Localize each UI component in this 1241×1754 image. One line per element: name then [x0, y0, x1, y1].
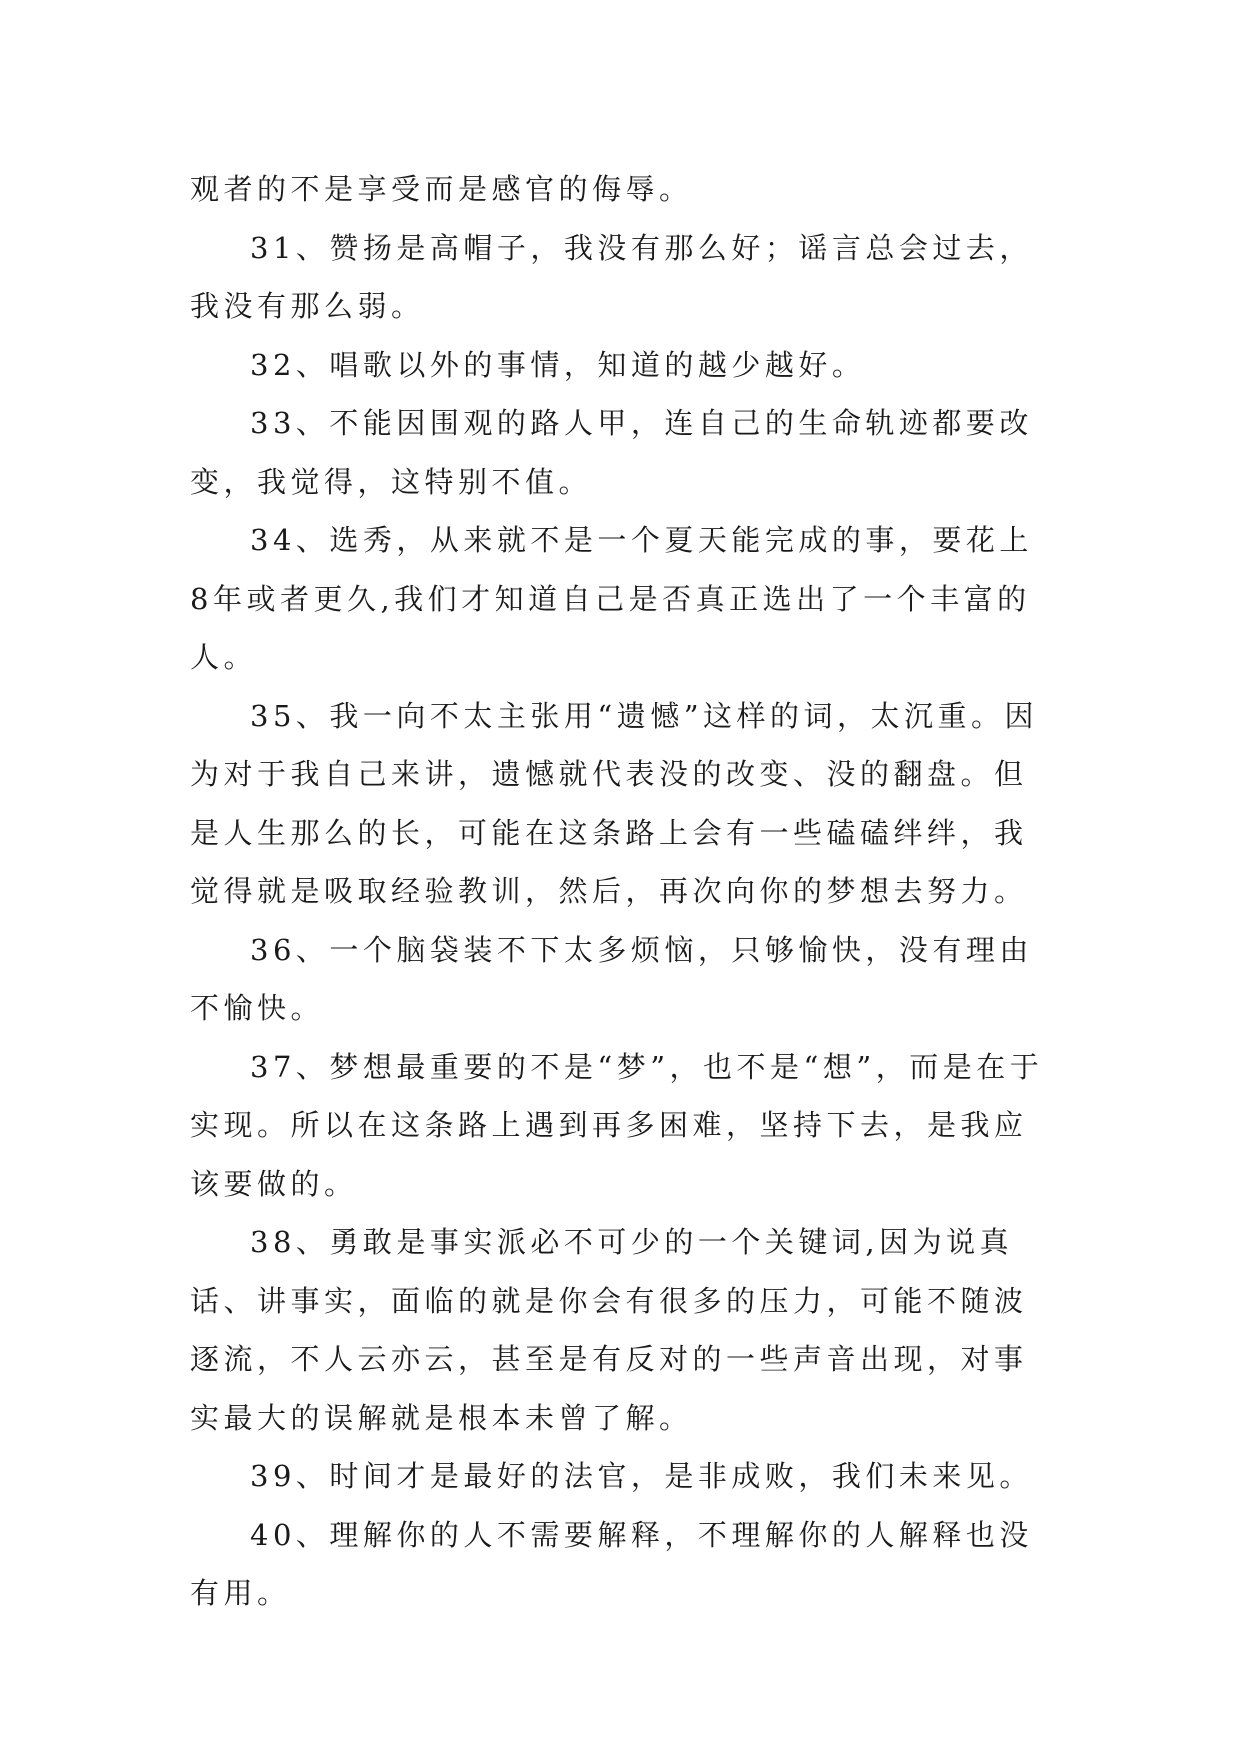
paragraph-32: 32、唱歌以外的事情，知道的越少越好。 [250, 347, 866, 382]
paragraph-39: 39、时间才是最好的法官，是非成败，我们未来见。 [250, 1459, 1033, 1493]
paragraph-40: 40、理解你的人不需要解释，不理解你的人解释也没有用。 [190, 1517, 1033, 1610]
paragraph-34: 34、选秀，从来就不是一个夏天能完成的事，要花上8年或者更久,我们才知道自己是否真正选出了一个丰富的人。 [190, 523, 1033, 674]
paragraph-37: 37、梦想最重要的不是“梦”，也不是“想”，而是在于实现。所以在这条路上遇到再多困难，坚持下去，是我应该要做的。 [190, 1049, 1044, 1201]
paragraph-38: 38、勇敢是事实派必不可少的一个关键词,因为说真话、讲事实，面临的就是你会有很多的压力，可能不随波逐流，不人云亦云，甚至是有反对的一些声音出现，对事实最大的误解就是根本未曾了解。 [190, 1225, 1028, 1435]
paragraph-31: 31、赞扬是高帽子，我没有那么好；谣言总会过去，我没有那么弱。 [190, 230, 1033, 323]
document-body [190, 160, 1050, 1623]
paragraph-36: 36、一个脑袋装不下太多烦恼，只够愉快，没有理由不愉快。 [190, 932, 1033, 1025]
paragraph-35: 35、我一向不太主张用“遗憾”这样的词，太沉重。因为对于我自己来讲，遗憾就代表没的改变、没的翻盘。但是人生那么的长，可能在这条路上会有一些磕磕绊绊，我觉得就是吸取经验教训，然后，再次向你的梦想去努力。 [190, 698, 1039, 908]
paragraph-33: 33、不能因围观的路人甲，连自己的生命轨迹都要改变，我觉得，这特别不值。 [190, 406, 1033, 499]
paragraph-continuation: 观者的不是享受而是感官的侮辱。 [190, 172, 693, 206]
